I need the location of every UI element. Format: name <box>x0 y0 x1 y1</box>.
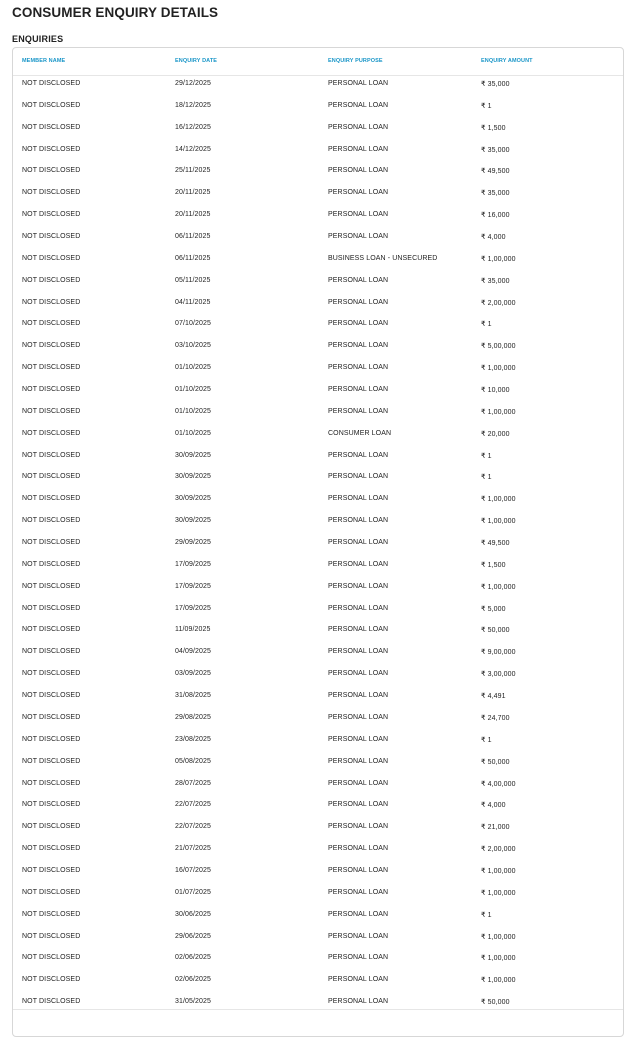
cell-enquiry-date: 30/09/2025 <box>175 517 212 525</box>
table-row <box>13 292 623 314</box>
cell-enquiry-date: 29/08/2025 <box>175 713 212 721</box>
cell-enquiry-date: 30/09/2025 <box>175 473 212 481</box>
cell-member-name: NOT DISCLOSED <box>22 254 81 262</box>
cell-enquiry-amount: ₹ 24,700 <box>481 714 510 722</box>
cell-enquiry-amount: ₹ 4,000 <box>481 234 506 242</box>
cell-enquiry-purpose: PERSONAL LOAN <box>328 801 389 809</box>
cell-enquiry-date: 01/10/2025 <box>175 364 212 372</box>
cell-enquiry-amount: ₹ 49,500 <box>481 540 510 548</box>
cell-enquiry-purpose: PERSONAL LOAN <box>328 276 389 284</box>
cell-member-name: NOT DISCLOSED <box>22 670 81 678</box>
cell-member-name: NOT DISCLOSED <box>22 386 81 394</box>
cell-enquiry-date: 11/09/2025 <box>175 626 211 634</box>
cell-member-name: NOT DISCLOSED <box>22 276 81 284</box>
cell-enquiry-purpose: PERSONAL LOAN <box>328 189 389 197</box>
cell-enquiry-purpose: PERSONAL LOAN <box>328 342 389 350</box>
cell-enquiry-amount: ₹ 1,00,000 <box>481 867 516 875</box>
cell-enquiry-purpose: PERSONAL LOAN <box>328 495 389 503</box>
cell-member-name: NOT DISCLOSED <box>22 517 81 525</box>
table-row <box>13 926 623 948</box>
table-row <box>13 73 623 95</box>
cell-enquiry-purpose: PERSONAL LOAN <box>328 779 389 787</box>
table-row <box>13 838 623 860</box>
cell-enquiry-amount: ₹ 20,000 <box>481 430 510 438</box>
table-row <box>13 204 623 226</box>
cell-member-name: NOT DISCLOSED <box>22 211 81 219</box>
cell-enquiry-amount: ₹ 21,000 <box>481 824 510 832</box>
cell-enquiry-purpose: PERSONAL LOAN <box>328 888 389 896</box>
cell-member-name: NOT DISCLOSED <box>22 539 81 547</box>
cell-enquiry-amount: ₹ 35,000 <box>481 81 510 88</box>
cell-enquiry-purpose: PERSONAL LOAN <box>328 582 389 590</box>
table-row <box>13 969 623 991</box>
enquiries-table <box>12 47 624 1037</box>
cell-enquiry-date: 04/11/2025 <box>175 298 211 306</box>
cell-enquiry-purpose: PERSONAL LOAN <box>328 823 389 831</box>
cell-enquiry-purpose: PERSONAL LOAN <box>328 976 389 984</box>
cell-enquiry-amount: ₹ 2,00,000 <box>481 299 516 307</box>
table-row <box>13 379 623 401</box>
cell-member-name: NOT DISCLOSED <box>22 823 81 831</box>
table-row <box>13 510 623 532</box>
cell-member-name: NOT DISCLOSED <box>22 80 81 87</box>
cell-enquiry-date: 03/09/2025 <box>175 670 212 678</box>
cell-enquiry-purpose: BUSINESS LOAN - UNSECURED <box>328 254 438 262</box>
cell-enquiry-date: 06/11/2025 <box>175 233 211 241</box>
cell-enquiry-purpose: PERSONAL LOAN <box>328 670 389 678</box>
cell-enquiry-date: 18/12/2025 <box>175 101 212 109</box>
cell-enquiry-purpose: PERSONAL LOAN <box>328 473 389 481</box>
cell-enquiry-purpose: PERSONAL LOAN <box>328 145 389 153</box>
cell-enquiry-date: 29/06/2025 <box>175 932 212 940</box>
table-row <box>13 904 623 926</box>
cell-enquiry-amount: ₹ 1 <box>481 736 492 744</box>
cell-enquiry-amount: ₹ 1,00,000 <box>481 955 516 963</box>
cell-enquiry-amount: ₹ 1 <box>481 911 492 919</box>
column-header-member-name: MEMBER NAME <box>22 58 66 64</box>
cell-enquiry-date: 22/07/2025 <box>175 801 212 809</box>
cell-member-name: NOT DISCLOSED <box>22 910 81 918</box>
cell-enquiry-amount: ₹ 35,000 <box>481 146 510 154</box>
table-row <box>13 466 623 488</box>
cell-enquiry-amount: ₹ 1,00,000 <box>481 583 516 591</box>
table-row <box>13 773 623 795</box>
cell-enquiry-date: 29/12/2025 <box>175 80 212 87</box>
section-title: ENQUIRIES <box>12 34 64 44</box>
cell-member-name: NOT DISCLOSED <box>22 648 81 656</box>
cell-enquiry-purpose: PERSONAL LOAN <box>328 539 389 547</box>
table-body <box>13 73 623 1013</box>
cell-member-name: NOT DISCLOSED <box>22 429 81 437</box>
cell-enquiry-date: 17/09/2025 <box>175 582 212 590</box>
cell-enquiry-amount: ₹ 1,00,000 <box>481 977 516 985</box>
cell-member-name: NOT DISCLOSED <box>22 495 81 503</box>
cell-enquiry-date: 30/09/2025 <box>175 495 212 503</box>
table-row <box>13 554 623 576</box>
cell-member-name: NOT DISCLOSED <box>22 342 81 350</box>
cell-enquiry-purpose: PERSONAL LOAN <box>328 101 389 109</box>
cell-enquiry-date: 01/10/2025 <box>175 407 212 415</box>
cell-enquiry-purpose: PERSONAL LOAN <box>328 123 389 131</box>
cell-member-name: NOT DISCLOSED <box>22 101 81 109</box>
table-row <box>13 182 623 204</box>
table-row <box>13 707 623 729</box>
cell-enquiry-date: 01/07/2025 <box>175 888 212 896</box>
cell-enquiry-amount: ₹ 10,000 <box>481 387 510 395</box>
cell-enquiry-amount: ₹ 4,00,000 <box>481 780 516 788</box>
cell-enquiry-date: 06/11/2025 <box>175 254 211 262</box>
cell-enquiry-date: 01/10/2025 <box>175 386 212 394</box>
cell-member-name: NOT DISCLOSED <box>22 866 81 874</box>
table-header <box>13 48 623 76</box>
cell-member-name: NOT DISCLOSED <box>22 735 81 743</box>
cell-member-name: NOT DISCLOSED <box>22 298 81 306</box>
cell-enquiry-amount: ₹ 1 <box>481 321 492 329</box>
cell-member-name: NOT DISCLOSED <box>22 801 81 809</box>
cell-enquiry-purpose: PERSONAL LOAN <box>328 866 389 874</box>
cell-enquiry-amount: ₹ 35,000 <box>481 277 510 285</box>
cell-enquiry-date: 31/08/2025 <box>175 692 212 700</box>
table-row <box>13 248 623 270</box>
cell-enquiry-amount: ₹ 50,000 <box>481 758 510 766</box>
cell-enquiry-amount: ₹ 1,00,000 <box>481 496 516 504</box>
cell-enquiry-purpose: PERSONAL LOAN <box>328 407 389 415</box>
cell-enquiry-amount: ₹ 9,00,000 <box>481 649 516 657</box>
table-divider <box>13 1009 623 1010</box>
cell-enquiry-purpose: PERSONAL LOAN <box>328 757 389 765</box>
cell-enquiry-amount: ₹ 5,00,000 <box>481 343 516 351</box>
cell-enquiry-date: 05/08/2025 <box>175 757 212 765</box>
cell-member-name: NOT DISCLOSED <box>22 757 81 765</box>
cell-enquiry-amount: ₹ 1 <box>481 452 492 460</box>
cell-enquiry-amount: ₹ 4,491 <box>481 693 506 701</box>
cell-member-name: NOT DISCLOSED <box>22 167 81 175</box>
cell-member-name: NOT DISCLOSED <box>22 233 81 241</box>
cell-enquiry-purpose: PERSONAL LOAN <box>328 386 389 394</box>
cell-enquiry-date: 01/10/2025 <box>175 429 212 437</box>
table-row <box>13 882 623 904</box>
table-row <box>13 685 623 707</box>
cell-member-name: NOT DISCLOSED <box>22 189 81 197</box>
cell-enquiry-purpose: PERSONAL LOAN <box>328 80 389 87</box>
cell-enquiry-date: 22/07/2025 <box>175 823 212 831</box>
cell-enquiry-date: 20/11/2025 <box>175 211 211 219</box>
table-row <box>13 357 623 379</box>
table-row <box>13 816 623 838</box>
cell-enquiry-amount: ₹ 1,00,000 <box>481 365 516 373</box>
column-header-enquiry-purpose: ENQUIRY PURPOSE <box>328 58 383 64</box>
column-header-enquiry-amount: ENQUIRY AMOUNT <box>481 58 533 64</box>
table-row <box>13 270 623 292</box>
cell-enquiry-date: 05/11/2025 <box>175 276 211 284</box>
cell-enquiry-purpose: PERSONAL LOAN <box>328 932 389 940</box>
cell-member-name: NOT DISCLOSED <box>22 692 81 700</box>
cell-enquiry-purpose: PERSONAL LOAN <box>328 298 389 306</box>
cell-enquiry-purpose: PERSONAL LOAN <box>328 560 389 568</box>
page-title: CONSUMER ENQUIRY DETAILS <box>12 5 219 20</box>
cell-enquiry-amount: ₹ 1,500 <box>481 561 506 569</box>
cell-member-name: NOT DISCLOSED <box>22 145 81 153</box>
cell-enquiry-purpose: PERSONAL LOAN <box>328 910 389 918</box>
table-row <box>13 313 623 335</box>
table-row <box>13 532 623 554</box>
cell-enquiry-amount: ₹ 5,000 <box>481 605 506 613</box>
cell-enquiry-purpose: PERSONAL LOAN <box>328 320 389 328</box>
table-row <box>13 729 623 751</box>
cell-enquiry-date: 14/12/2025 <box>175 145 212 153</box>
cell-enquiry-amount: ₹ 50,000 <box>481 627 510 635</box>
cell-enquiry-date: 30/06/2025 <box>175 910 212 918</box>
cell-enquiry-amount: ₹ 2,00,000 <box>481 846 516 854</box>
cell-enquiry-amount: ₹ 4,000 <box>481 802 506 810</box>
cell-enquiry-purpose: PERSONAL LOAN <box>328 735 389 743</box>
cell-enquiry-amount: ₹ 16,000 <box>481 212 510 220</box>
table-row <box>13 335 623 357</box>
cell-member-name: NOT DISCLOSED <box>22 407 81 415</box>
cell-enquiry-amount: ₹ 1,00,000 <box>481 408 516 416</box>
cell-enquiry-amount: ₹ 1,00,000 <box>481 933 516 941</box>
table-row <box>13 488 623 510</box>
cell-enquiry-amount: ₹ 1,500 <box>481 124 506 132</box>
cell-enquiry-amount: ₹ 3,00,000 <box>481 671 516 679</box>
cell-member-name: NOT DISCLOSED <box>22 364 81 372</box>
cell-member-name: NOT DISCLOSED <box>22 932 81 940</box>
table-row <box>13 619 623 641</box>
cell-enquiry-date: 07/10/2025 <box>175 320 212 328</box>
cell-enquiry-date: 16/07/2025 <box>175 866 212 874</box>
cell-enquiry-purpose: PERSONAL LOAN <box>328 713 389 721</box>
cell-enquiry-purpose: PERSONAL LOAN <box>328 604 389 612</box>
cell-enquiry-date: 02/06/2025 <box>175 976 212 984</box>
cell-enquiry-purpose: PERSONAL LOAN <box>328 233 389 241</box>
cell-enquiry-amount: ₹ 1 <box>481 102 492 110</box>
table-row <box>13 947 623 969</box>
cell-enquiry-date: 29/09/2025 <box>175 539 212 547</box>
cell-member-name: NOT DISCLOSED <box>22 473 81 481</box>
cell-member-name: NOT DISCLOSED <box>22 779 81 787</box>
cell-enquiry-amount: ₹ 1,00,000 <box>481 889 516 897</box>
cell-enquiry-purpose: PERSONAL LOAN <box>328 648 389 656</box>
cell-enquiry-date: 31/05/2025 <box>175 998 212 1006</box>
table-row <box>13 95 623 117</box>
cell-member-name: NOT DISCLOSED <box>22 560 81 568</box>
cell-enquiry-date: 20/11/2025 <box>175 189 211 197</box>
cell-enquiry-purpose: PERSONAL LOAN <box>328 451 389 459</box>
cell-member-name: NOT DISCLOSED <box>22 713 81 721</box>
cell-enquiry-purpose: PERSONAL LOAN <box>328 517 389 525</box>
cell-enquiry-date: 16/12/2025 <box>175 123 212 131</box>
cell-member-name: NOT DISCLOSED <box>22 582 81 590</box>
cell-enquiry-purpose: PERSONAL LOAN <box>328 954 389 962</box>
cell-enquiry-amount: ₹ 50,000 <box>481 999 510 1007</box>
cell-member-name: NOT DISCLOSED <box>22 604 81 612</box>
cell-enquiry-date: 25/11/2025 <box>175 167 211 175</box>
table-row <box>13 751 623 773</box>
table-row <box>13 139 623 161</box>
cell-enquiry-amount: ₹ 1,00,000 <box>481 255 516 263</box>
cell-enquiry-date: 17/09/2025 <box>175 560 212 568</box>
cell-enquiry-amount: ₹ 49,500 <box>481 168 510 176</box>
cell-enquiry-purpose: PERSONAL LOAN <box>328 626 389 634</box>
table-row <box>13 576 623 598</box>
cell-enquiry-date: 03/10/2025 <box>175 342 212 350</box>
table-row <box>13 641 623 663</box>
cell-member-name: NOT DISCLOSED <box>22 451 81 459</box>
cell-member-name: NOT DISCLOSED <box>22 845 81 853</box>
table-row <box>13 445 623 467</box>
cell-enquiry-purpose: PERSONAL LOAN <box>328 211 389 219</box>
cell-enquiry-purpose: PERSONAL LOAN <box>328 998 389 1006</box>
cell-enquiry-purpose: CONSUMER LOAN <box>328 429 392 437</box>
cell-enquiry-date: 21/07/2025 <box>175 845 212 853</box>
table-row <box>13 160 623 182</box>
cell-enquiry-date: 23/08/2025 <box>175 735 212 743</box>
cell-enquiry-date: 17/09/2025 <box>175 604 212 612</box>
cell-member-name: NOT DISCLOSED <box>22 888 81 896</box>
cell-enquiry-amount: ₹ 1,00,000 <box>481 518 516 526</box>
table-row <box>13 226 623 248</box>
cell-enquiry-amount: ₹ 35,000 <box>481 190 510 198</box>
cell-member-name: NOT DISCLOSED <box>22 976 81 984</box>
cell-enquiry-date: 04/09/2025 <box>175 648 212 656</box>
cell-enquiry-date: 30/09/2025 <box>175 451 212 459</box>
table-row <box>13 598 623 620</box>
table-row <box>13 423 623 445</box>
table-row <box>13 117 623 139</box>
table-row <box>13 794 623 816</box>
cell-enquiry-purpose: PERSONAL LOAN <box>328 692 389 700</box>
cell-member-name: NOT DISCLOSED <box>22 123 81 131</box>
cell-enquiry-purpose: PERSONAL LOAN <box>328 167 389 175</box>
cell-enquiry-date: 28/07/2025 <box>175 779 212 787</box>
cell-member-name: NOT DISCLOSED <box>22 954 81 962</box>
cell-member-name: NOT DISCLOSED <box>22 320 81 328</box>
cell-enquiry-purpose: PERSONAL LOAN <box>328 364 389 372</box>
cell-enquiry-purpose: PERSONAL LOAN <box>328 845 389 853</box>
column-header-enquiry-date: ENQUIRY DATE <box>175 58 218 64</box>
table-row <box>13 860 623 882</box>
cell-enquiry-amount: ₹ 1 <box>481 474 492 482</box>
table-row <box>13 663 623 685</box>
cell-member-name: NOT DISCLOSED <box>22 626 81 634</box>
cell-enquiry-date: 02/06/2025 <box>175 954 212 962</box>
cell-member-name: NOT DISCLOSED <box>22 998 81 1006</box>
table-row <box>13 401 623 423</box>
